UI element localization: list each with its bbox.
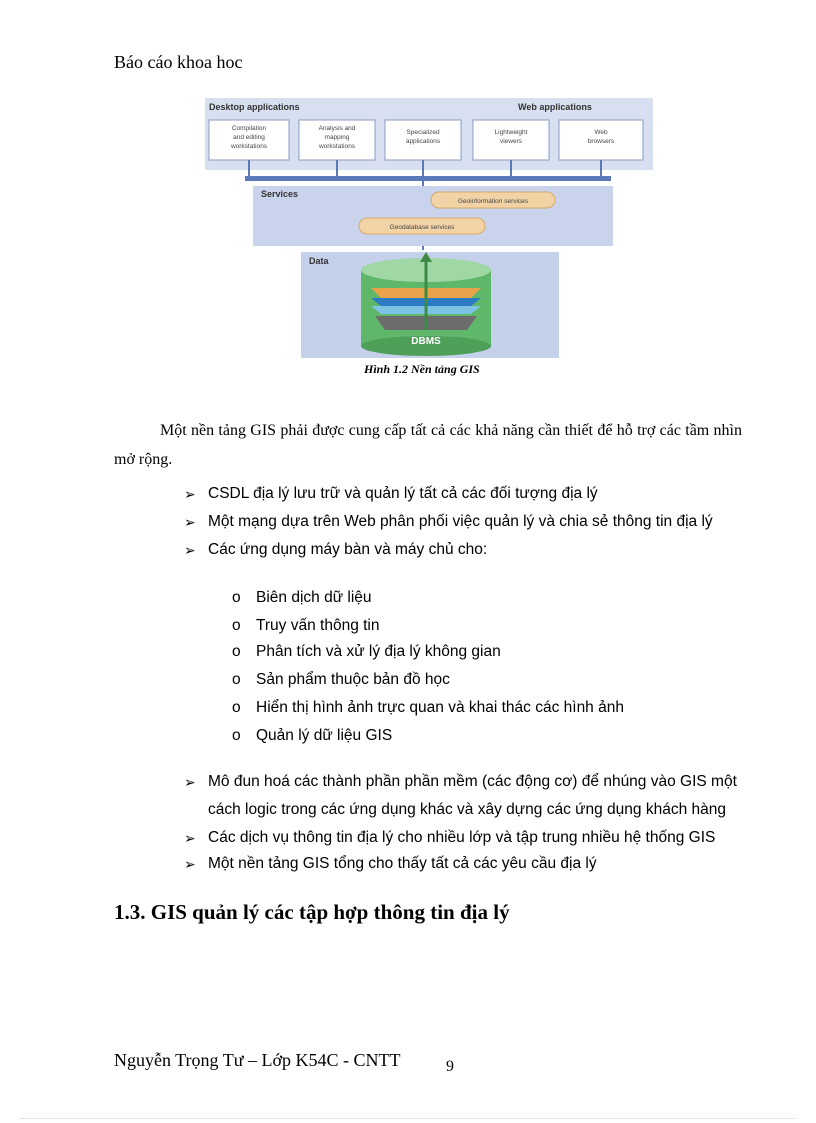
sub-item-text: Hiển thị hình ảnh trực quan và khai thác các hình ảnh <box>256 699 624 716</box>
bullet-arrow-icon: ➢ <box>184 856 196 872</box>
dbms-label: DBMS <box>411 336 441 347</box>
desktop-label: Desktop applications <box>209 102 300 112</box>
page-number: 9 <box>446 1058 454 1075</box>
bullet-arrow-icon: ➢ <box>184 542 196 558</box>
bullet-text: Một mạng dựa trên Web phân phối việc quản lý và chia sẻ thông tin địa lý <box>208 513 713 530</box>
circle-bullet-icon: o <box>232 727 241 744</box>
sub-item-text: Biên dịch dữ liệu <box>256 589 372 606</box>
circle-bullet-icon: o <box>232 589 241 606</box>
page-footer: Nguyễn Trọng Tư – Lớp K54C - CNTT <box>114 1050 401 1070</box>
circle-bullet-icon: o <box>232 671 241 688</box>
bullet-arrow-icon: ➢ <box>184 514 196 530</box>
data-label: Data <box>309 256 329 266</box>
app-box-1 <box>209 120 289 160</box>
geodb-label: Geodatabase services <box>389 224 455 231</box>
app-box-3 <box>385 120 461 160</box>
app-box-5 <box>559 120 643 160</box>
app-1-line-2: and editing <box>233 134 265 141</box>
bullet-text: Các ứng dụng máy bàn và máy chủ cho: <box>208 541 488 558</box>
sub-item-text: Phân tích và xử lý địa lý không gian <box>256 643 501 660</box>
app-5-line-2: browsers <box>587 138 615 145</box>
circle-bullet-icon: o <box>232 617 241 634</box>
bullet-arrow-icon: ➢ <box>184 774 196 790</box>
network-bus <box>245 176 611 181</box>
page-header: Báo cáo khoa hoc <box>114 52 243 72</box>
bullet-arrow-icon: ➢ <box>184 830 196 846</box>
app-box-4 <box>473 120 549 160</box>
app-4-line-1: Lightweight <box>494 129 528 136</box>
section-heading: 1.3. GIS quản lý các tập hợp thông tin địa lý <box>114 900 510 924</box>
figure-caption: Hình 1.2 Nền tảng GIS <box>364 362 480 376</box>
app-2-line-1: Analysis and <box>318 125 356 132</box>
bullet-arrow-icon: ➢ <box>184 486 196 502</box>
page-bottom-border <box>20 1118 796 1119</box>
bullet-text: Mô đun hoá các thành phần phần mềm (các động cơ) để nhúng vào GIS một <box>208 773 737 790</box>
app-5-line-1: Web <box>594 129 608 136</box>
geoinfo-label: Geoinformation services <box>457 198 529 205</box>
app-1-line-3: workstations <box>230 143 268 150</box>
sub-item-text: Truy vấn thông tin <box>256 617 380 634</box>
web-label: Web applications <box>518 102 592 112</box>
intro-paragraph <box>114 416 742 474</box>
gis-platform-diagram <box>205 98 653 360</box>
dbms-cylinder <box>361 252 491 356</box>
sub-item-text: Quản lý dữ liệu GIS <box>256 727 393 744</box>
bullet-text: cách logic trong các ứng dụng khác và xây dựng các ứng dụng khách hàng <box>208 801 726 818</box>
circle-bullet-icon: o <box>232 699 241 716</box>
app-2-line-2: mapping <box>324 134 350 141</box>
app-4-line-2: viewers <box>499 138 523 145</box>
sub-item-text: Sản phẩm thuộc bản đồ học <box>256 671 450 688</box>
app-3-line-1: Specialized <box>406 129 440 136</box>
app-2-line-3: workstations <box>318 143 356 150</box>
bullet-text: Các dịch vụ thông tin địa lý cho nhiều lớp và tập trung nhiều hệ thống GIS <box>208 829 716 846</box>
app-box-2 <box>299 120 375 160</box>
bullet-text: Một nền tảng GIS tổng cho thấy tất cả các yêu cầu địa lý <box>208 855 597 872</box>
circle-bullet-icon: o <box>232 643 241 660</box>
bullet-text: CSDL địa lý lưu trữ và quản lý tất cả các đối tượng địa lý <box>208 485 598 502</box>
services-label: Services <box>261 189 299 199</box>
intro-text: Một nền tảng GIS phải được cung cấp tất cả các khả năng cần thiết để hỗ trợ các tầm nhìn mở rộng. <box>114 422 742 468</box>
app-3-line-2: applications <box>405 138 441 145</box>
app-1-line-1: Compilation <box>231 125 267 132</box>
